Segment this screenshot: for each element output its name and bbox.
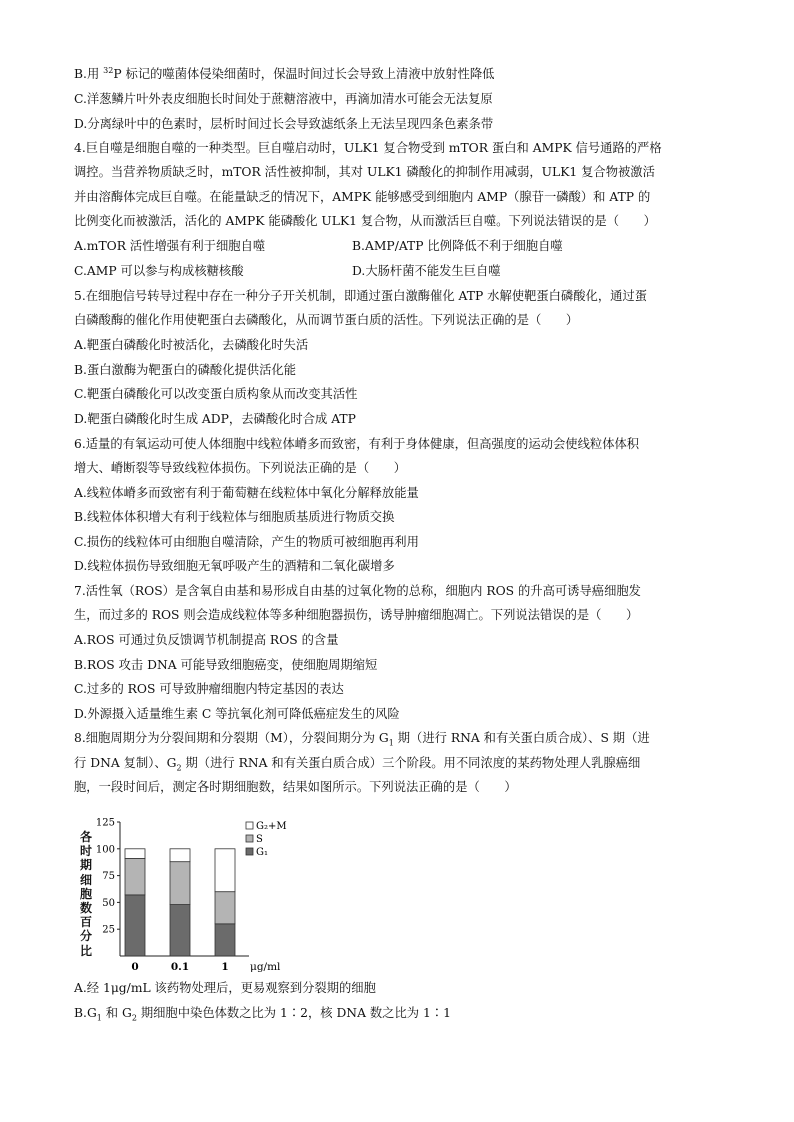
- text-line-q5od[interactable]: [74, 411, 356, 427]
- text-line-q6oc[interactable]: [74, 534, 419, 550]
- text-run: B.ROS 攻击 DNA 可能导致细胞癌变，使细胞周期缩短: [74, 658, 378, 672]
- y-tick-label: 50: [102, 897, 115, 909]
- text-line-q4a: [74, 140, 662, 156]
- text-run: 8.细胞周期分为分裂间期和分裂期（M），分裂间期分为 G: [74, 731, 389, 745]
- bar-segment: [170, 849, 190, 862]
- text-run: 4.巨自噬是细胞自噬的一种类型。巨自噬启动时，ULK1 复合物受到 mTOR 蛋白和 AMPK 信号通路的严格: [74, 141, 662, 155]
- text-line-q7ob[interactable]: [74, 657, 377, 673]
- text-run: B.线粒体体积增大有利于线粒体与细胞质基质进行物质交换: [74, 510, 395, 524]
- text-line-q8ob[interactable]: [74, 1005, 451, 1021]
- y-tick-label: 75: [102, 871, 115, 883]
- bar-segment: [215, 924, 235, 956]
- text-run: 增大、嵴断裂等导致线粒体损伤。下列说法正确的是（ ）: [74, 461, 407, 475]
- text-line-q7b: [74, 607, 638, 623]
- legend-swatch: [246, 822, 253, 829]
- q4-option-c[interactable]: C.AMP 可以参与构成核糖核酸: [74, 264, 244, 278]
- text-line-q6b: [74, 460, 406, 476]
- text-line-q6a: [74, 436, 639, 452]
- bar-segment: [125, 895, 145, 956]
- text-line-q7oa[interactable]: [74, 632, 339, 648]
- x-tick-label: 0: [131, 961, 139, 973]
- bar-segment: [170, 862, 190, 905]
- text-run: 生，而过多的 ROS 则会造成线粒体等多种细胞器损伤，诱导肿瘤细胞凋亡。下列说法错误的是（ ）: [74, 608, 639, 622]
- x-tick-label: 1: [221, 961, 229, 973]
- text-run: B.G: [74, 1006, 97, 1020]
- text-line-q8b: [74, 755, 640, 771]
- text-line-q4b: [74, 164, 655, 180]
- text-run: C.过多的 ROS 可导致肿瘤细胞内特定基因的表达: [74, 682, 344, 696]
- text-run: D.外源摄入适量维生素 C 等抗氧化剂可降低癌症发生的风险: [74, 707, 400, 721]
- text-run: 7.活性氧（ROS）是含氧自由基和易形成自由基的过氧化物的总称，细胞内 ROS 的升高可诱导癌细胞发: [74, 584, 641, 598]
- subscript: 1: [388, 738, 394, 748]
- text-line-q4d: [74, 213, 656, 229]
- text-line-q5oc[interactable]: [74, 386, 357, 402]
- text-line-q6ob[interactable]: [74, 509, 394, 525]
- text-run: 期细胞中染色体数之比为 1∶2，核 DNA 数之比为 1∶1: [136, 1006, 451, 1020]
- text-run: 白磷酸酶的催化作用使靶蛋白去磷酸化，从而调节蛋白质的活性。下列说法正确的是（ ）: [74, 313, 579, 327]
- q4-option-d[interactable]: D.大肠杆菌不能发生巨自噬: [352, 264, 501, 278]
- text-line-q7a: [74, 583, 641, 599]
- text-line-q6oa[interactable]: [74, 485, 419, 501]
- text-line-q3b: [74, 66, 494, 82]
- chart-svg: [74, 812, 314, 974]
- x-tick-label: 0.1: [170, 961, 190, 973]
- legend-swatch: [246, 848, 253, 855]
- text-line-q5oa[interactable]: [74, 337, 308, 353]
- text-run: C.靶蛋白磷酸化可以改变蛋白质构象从而改变其活性: [74, 387, 358, 401]
- text-run: 胞，一段时间后，测定各时期细胞数，结果如图所示。下列说法正确的是（ ）: [74, 780, 517, 794]
- text-line-q7od[interactable]: [74, 706, 400, 722]
- bar-segment: [125, 849, 145, 859]
- legend-label: G₁: [256, 847, 268, 858]
- y-tick-label: 25: [102, 924, 115, 936]
- q4-option-b[interactable]: B.AMP/ATP 比例降低不利于细胞自噬: [352, 239, 563, 253]
- text-run: B.蛋白激酶为靶蛋白的磷酸化提供活化能: [74, 363, 296, 377]
- text-run: 并由溶酶体完成巨自噬。在能量缺乏的情况下，AMPK 能够感受到细胞内 AMP（腺苷一磷酸）和 ATP 的: [74, 190, 651, 204]
- text-run: 期（进行 RNA 和有关蛋白质合成）三个阶段。用不同浓度的某药物处理人乳腺癌细: [181, 756, 641, 770]
- bar-segment: [170, 905, 190, 956]
- text-run: 5.在细胞信号转导过程中存在一种分子开关机制，即通过蛋白激酶催化 ATP 水解使靶蛋白磷酸化，通过蛋: [74, 289, 648, 303]
- legend-label: S: [256, 834, 263, 845]
- text-run: C.损伤的线粒体可由细胞自噬清除，产生的物质可被细胞再利用: [74, 535, 419, 549]
- legend-swatch: [246, 835, 253, 842]
- text-run: A.线粒体嵴多而致密有利于葡萄糖在线粒体中氧化分解释放能量: [74, 486, 419, 500]
- legend-label: G₂+M: [256, 821, 287, 832]
- chart-y-axis-label: 各时期细胞数百分比: [79, 830, 92, 958]
- text-run: 比例变化而被激活，活化的 AMPK 能磷酸化 ULK1 复合物，从而激活巨自噬。下列说法错误的是（ ）: [74, 214, 656, 228]
- text-line-q8oa[interactable]: [74, 980, 376, 996]
- text-run: 期（进行 RNA 和有关蛋白质合成）、S 期（进: [393, 731, 650, 745]
- text-run: A.经 1μg/mL 该药物处理后，更易观察到分裂期的细胞: [74, 981, 376, 995]
- text-line-q5b: [74, 312, 578, 328]
- text-line-q3d: [74, 116, 493, 132]
- y-tick-label: 100: [95, 844, 115, 856]
- cell-cycle-chart: [74, 812, 314, 974]
- text-run: D.分离绿叶中的色素时，层析时间过长会导致滤纸条上无法呈现四条色素条带: [74, 117, 494, 131]
- text-line-q4c: [74, 189, 650, 205]
- text-run: A.靶蛋白磷酸化时被活化，去磷酸化时失活: [74, 338, 309, 352]
- text-line-q3c: [74, 91, 493, 107]
- bar-segment: [125, 858, 145, 894]
- text-line-q8a: [74, 730, 650, 746]
- text-line-q5ob[interactable]: [74, 362, 296, 378]
- text-run: 6.适量的有氧运动可使人体细胞中线粒体嵴多而致密，有利于身体健康，但高强度的运动会使线粒体体积: [74, 437, 640, 451]
- subscript: 2: [176, 763, 182, 773]
- text-line-q6od[interactable]: [74, 558, 395, 574]
- bar-segment: [215, 849, 235, 892]
- superscript: 32: [103, 65, 114, 75]
- text-run: 调控。当营养物质缺乏时，mTOR 活性被抑制，其对 ULK1 磷酸化的抑制作用减弱，ULK1 复合物被激活: [74, 165, 655, 179]
- text-run: 和 G: [101, 1006, 132, 1020]
- text-run: 行 DNA 复制）、G: [74, 756, 177, 770]
- text-run: B.用: [74, 67, 104, 81]
- subscript: 1: [96, 1013, 102, 1023]
- text-line-q7oc[interactable]: [74, 681, 344, 697]
- text-line-q8c: [74, 779, 517, 795]
- y-tick-label: 125: [95, 817, 115, 829]
- bar-segment: [215, 892, 235, 924]
- x-axis-unit: μg/ml: [250, 961, 281, 973]
- text-run: D.线粒体损伤导致细胞无氧呼吸产生的酒精和二氧化碳增多: [74, 559, 395, 573]
- q4-option-a[interactable]: A.mTOR 活性增强有利于细胞自噬: [74, 239, 266, 253]
- subscript: 2: [131, 1013, 137, 1023]
- text-run: A.ROS 可通过负反馈调节机制提高 ROS 的含量: [74, 633, 339, 647]
- text-line-q5a: [74, 288, 647, 304]
- text-run: D.靶蛋白磷酸化时生成 ADP，去磷酸化时合成 ATP: [74, 412, 356, 426]
- text-run: P 标记的噬菌体侵染细菌时，保温时间过长会导致上清液中放射性降低: [113, 67, 495, 81]
- text-run: C.洋葱鳞片叶外表皮细胞长时间处于蔗糖溶液中，再滴加清水可能会无法复原: [74, 92, 493, 106]
